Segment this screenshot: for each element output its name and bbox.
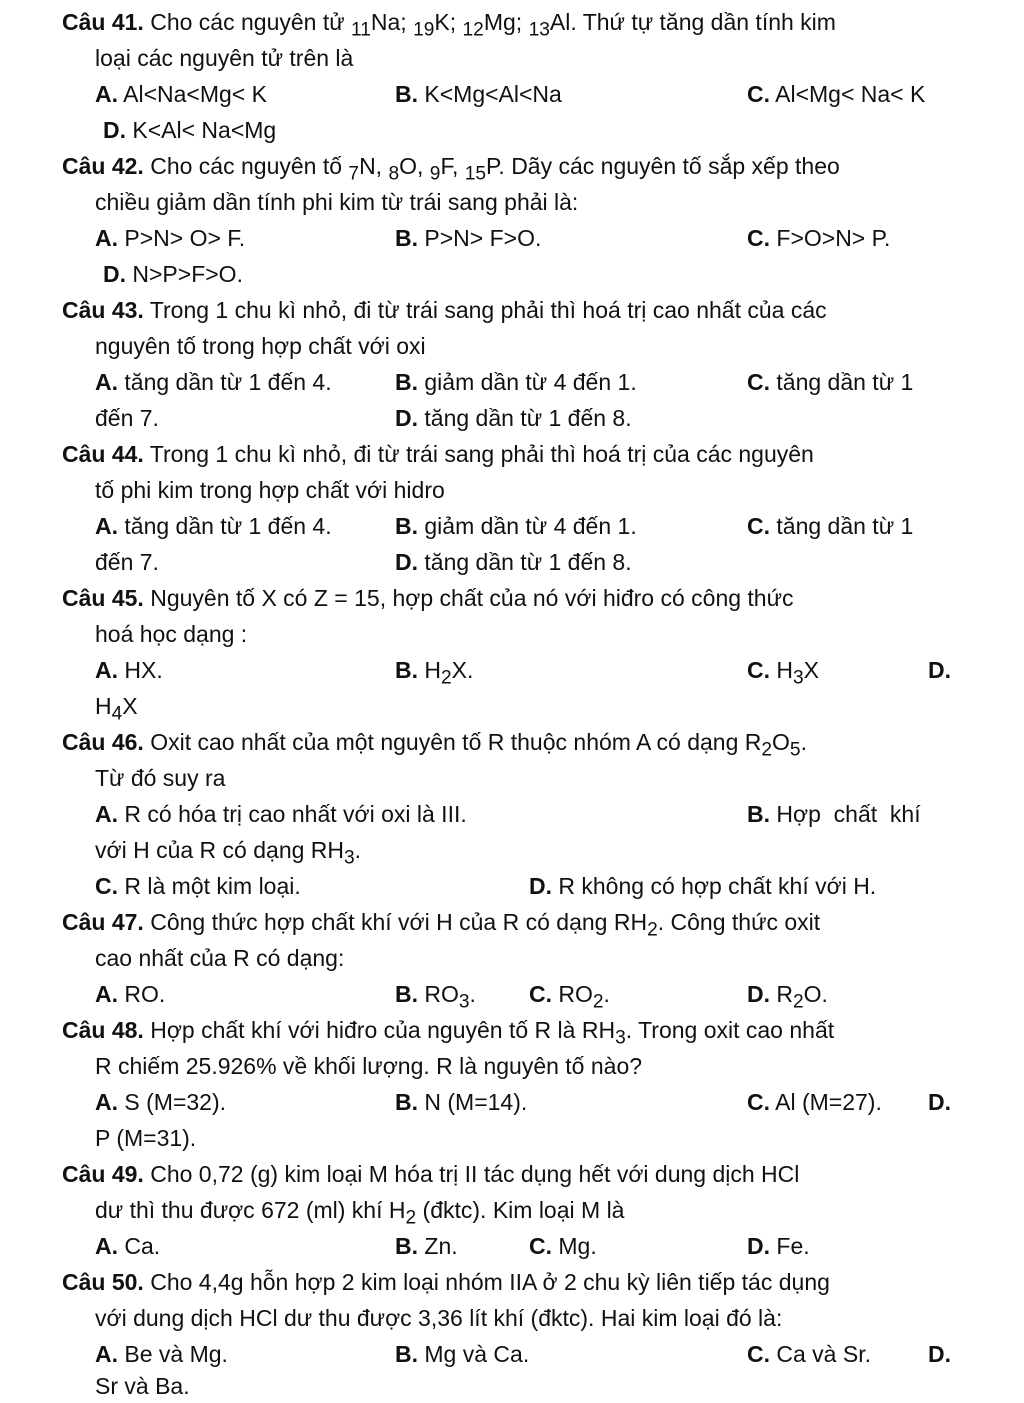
q49-option-b[interactable]: B. Zn. <box>395 1233 458 1259</box>
q49-stem-line1: Câu 49. Cho 0,72 (g) kim loại M hóa trị II tác dụng hết với dung dịch HCl <box>62 1161 800 1187</box>
q50-option-d[interactable]: D. <box>928 1341 951 1367</box>
q41-number: Câu 41. <box>62 9 144 35</box>
q43-option-a[interactable]: A. tăng dần từ 1 đến 4. <box>95 369 332 395</box>
q43-option-c-continued: đến 7. <box>95 405 159 431</box>
q44-stem-line2: tố phi kim trong hợp chất với hidro <box>95 477 445 503</box>
q47-stem-line1: Câu 47. Công thức hợp chất khí với H của R có dạng $RH_2$. Công thức oxit <box>62 909 821 941</box>
q47-option-b[interactable]: B. $RO_3$. <box>395 981 476 1013</box>
q43-stem-line2: nguyên tố trong hợp chất với oxi <box>95 333 426 359</box>
q50-option-b[interactable]: B. Mg và Ca. <box>395 1341 530 1367</box>
q42-option-a[interactable]: A. P>N> O> F. <box>95 225 246 251</box>
q47-number: Câu 47. <box>62 909 144 935</box>
q43-stem-line1: Câu 43. Trong 1 chu kì nhỏ, đi từ trái sang phải thì hoá trị cao nhất của các <box>62 297 827 323</box>
q45-number: Câu 45. <box>62 585 144 611</box>
q48-option-d[interactable]: D. <box>928 1089 951 1115</box>
q46-option-a[interactable]: A. R có hóa trị cao nhất với oxi là III. <box>95 801 467 827</box>
q45-option-b[interactable]: B. $H_2X$. <box>395 657 474 689</box>
q48-option-a[interactable]: A. S (M=32). <box>95 1089 227 1115</box>
q44-option-b[interactable]: B. giảm dần từ 4 đến 1. <box>395 513 637 539</box>
q41-option-d[interactable]: D. K<Al< Na<Mg <box>103 117 277 143</box>
q43-option-b[interactable]: B. giảm dần từ 4 đến 1. <box>395 369 637 395</box>
q44-option-c-continued: đến 7. <box>95 549 159 575</box>
q47-option-a[interactable]: A. RO. <box>95 981 166 1007</box>
q42-number: Câu 42. <box>62 153 144 179</box>
q49-stem-line2: dư thì thu được 672 (ml) khí $H_2$ (đktc). Kim loại M là <box>95 1197 625 1229</box>
q41-option-b[interactable]: B. K<Mg<Al<Na <box>395 81 562 107</box>
q43-number: Câu 43. <box>62 297 144 323</box>
q44-number: Câu 44. <box>62 441 144 467</box>
q46-stem-line2: Từ đó suy ra <box>95 765 226 791</box>
q45-option-d-continued: $H_4X$ <box>95 693 138 725</box>
q46-option-d[interactable]: D. R không có hợp chất khí với H. <box>529 873 877 899</box>
q47-stem-line2: cao nhất của R có dạng: <box>95 945 345 971</box>
q50-number: Câu 50. <box>62 1269 144 1295</box>
q50-stem-line2: với dung dịch HCl dư thu được 3,36 lít khí (đktc). Hai kim loại đó là: <box>95 1305 783 1331</box>
q48-option-c[interactable]: C. Al (M=27). <box>747 1089 882 1115</box>
q41-option-a[interactable]: A. Al<Na<Mg< K <box>95 81 267 107</box>
q50-option-a[interactable]: A. Be và Mg. <box>95 1341 228 1367</box>
q42-stem-line2: chiều giảm dần tính phi kim từ trái sang phải là: <box>95 189 579 215</box>
q50-stem-line1: Câu 50. Cho 4,4g hỗn hợp 2 kim loại nhóm IIA ở 2 chu kỳ liên tiếp tác dụng <box>62 1269 830 1295</box>
q48-stem-line2: R chiếm 25.926% về khối lượng. R là nguyên tố nào? <box>95 1053 643 1079</box>
q45-stem-line1: Câu 45. Nguyên tố X có Z = 15, hợp chất của nó với hiđro có công thức <box>62 585 794 611</box>
q46-option-b-continued: với H của R có dạng $RH_3$. <box>95 837 362 869</box>
q44-option-d[interactable]: D. tăng dần từ 1 đến 8. <box>395 549 632 575</box>
q49-number: Câu 49. <box>62 1161 144 1187</box>
q41-stem-line1: Câu 41. Cho các nguyên tử $_{11}$Na; $_{19}$K; $_{12}$Mg; $_{13}$Al. Thứ tự tăng dần tính kim <box>62 9 836 41</box>
q49-option-d[interactable]: D. Fe. <box>747 1233 810 1259</box>
q50-option-d-continued: Sr và Ba. <box>95 1373 190 1399</box>
q44-option-c[interactable]: C. tăng dần từ 1 <box>747 513 914 539</box>
q42-option-c[interactable]: C. F>O>N> P. <box>747 225 891 251</box>
q44-stem-line1: Câu 44. Trong 1 chu kì nhỏ, đi từ trái sang phải thì hoá trị của các nguyên <box>62 441 814 467</box>
q41-stem-line2: loại các nguyên tử trên là <box>95 45 354 71</box>
q42-option-d[interactable]: D. N>P>F>O. <box>103 261 243 287</box>
q46-number: Câu 46. <box>62 729 144 755</box>
q50-option-c[interactable]: C. Ca và Sr. <box>747 1341 871 1367</box>
q48-option-b[interactable]: B. N (M=14). <box>395 1089 528 1115</box>
q49-option-c[interactable]: C. Mg. <box>529 1233 597 1259</box>
q42-option-b[interactable]: B. P>N> F>O. <box>395 225 542 251</box>
q47-option-d[interactable]: D. $R_2O$. <box>747 981 828 1013</box>
q46-option-b[interactable]: B. Hợp chất khí <box>747 801 921 827</box>
q46-stem-line1: Câu 46. Oxit cao nhất của một nguyên tố R thuộc nhóm A có dạng $R_2O_5$. <box>62 729 807 761</box>
q41-option-c[interactable]: C. Al<Mg< Na< K <box>747 81 926 107</box>
q48-option-d-continued: P (M=31). <box>95 1125 197 1151</box>
q43-option-d[interactable]: D. tăng dần từ 1 đến 8. <box>395 405 632 431</box>
q45-option-a[interactable]: A. HX. <box>95 657 163 683</box>
q42-stem-line1: Câu 42. Cho các nguyên tố $_7$N, $_8$O, $_9$F, $_{15}$P. Dãy các nguyên tố sắp xếp theo <box>62 153 840 185</box>
q45-option-d[interactable]: D. <box>928 657 951 683</box>
q48-stem-line1: Câu 48. Hợp chất khí với hiđro của nguyên tố R là $RH_3$. Trong oxit cao nhất <box>62 1017 835 1049</box>
q47-option-c[interactable]: C. $RO_2$. <box>529 981 610 1013</box>
q45-option-c[interactable]: C. $H_3X$ <box>747 657 820 689</box>
q49-option-a[interactable]: A. Ca. <box>95 1233 161 1259</box>
q45-stem-line2: hoá học dạng : <box>95 621 248 647</box>
q43-option-c[interactable]: C. tăng dần từ 1 <box>747 369 914 395</box>
q48-number: Câu 48. <box>62 1017 144 1043</box>
q44-option-a[interactable]: A. tăng dần từ 1 đến 4. <box>95 513 332 539</box>
q46-option-c[interactable]: C. R là một kim loại. <box>95 873 301 899</box>
